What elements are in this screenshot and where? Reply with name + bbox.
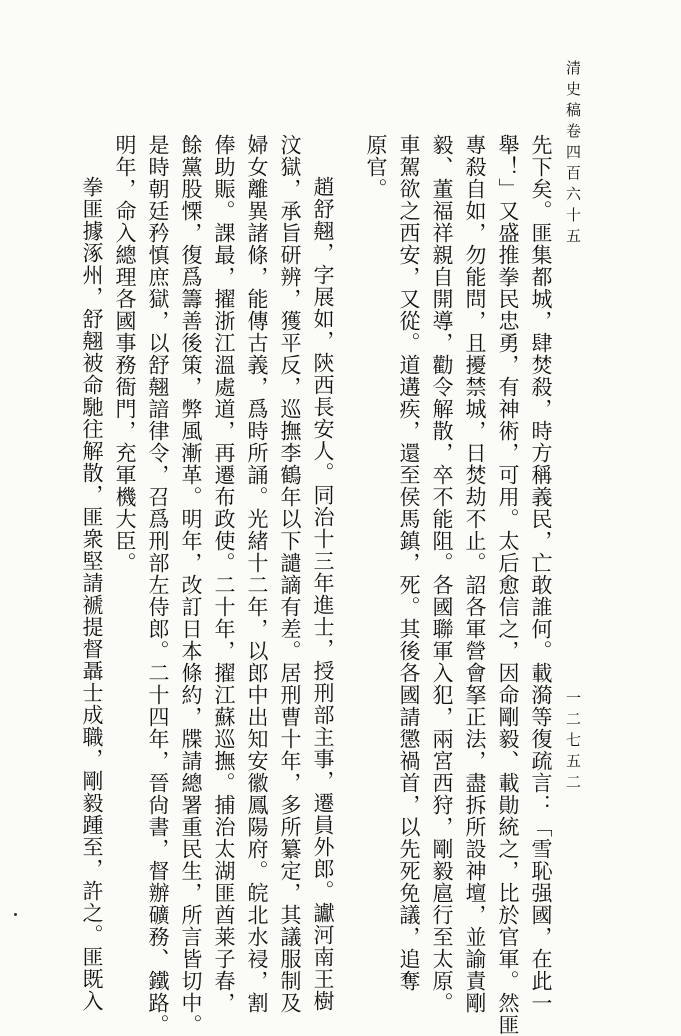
text-column: 舉！」又盛推拳民忠勇，有神術，可用。太后愈信之，因命剛毅、載勛統之，比於官軍。然匪 bbox=[496, 134, 520, 1036]
text-column: 餘黨股慄，復爲籌善後策，弊風漸革。明年，改訂日本條約，牒請總署重民生，所言皆切中。 bbox=[179, 134, 203, 1036]
text-column: 先下矣。匪集都城，肆焚殺，時方稱義民，亡敢誰何。載漪等復疏言：「雪恥强國，在此一 bbox=[529, 134, 553, 1014]
text-column: 毅、董福祥親自開導，勸令解散，卒不能阻。各國聯軍入犯，兩宮西狩，剛毅扈行至太原。 bbox=[430, 134, 454, 1014]
page-header-title: 清史稿卷四百六十五 bbox=[564, 60, 582, 249]
biography-start: 趙舒翹，字展如，陝西長安人。同治十三年進士，授刑部主事，遷員外郎。讞河南王樹 bbox=[311, 176, 335, 1012]
text-column: 俸助賑。課最，擢浙江溫處道，再遷布政使。二十年，擢江蘇巡撫。捕治太湖匪酋莱子春， bbox=[212, 134, 236, 1014]
page-number: 一二七五二 bbox=[564, 690, 582, 795]
text-column: 婦女離異諸條，能傳古義，爲時所誦。光緒十二年，以郎中出知安徽鳳陽府。皖北水祲，割 bbox=[245, 134, 269, 1014]
body-text bbox=[75, 134, 557, 1036]
text-column: 專殺自如，勿能問，且擾禁城，日焚劫不止。詔各軍營會拏正法，盡拆所設神壇，並諭責剛 bbox=[463, 134, 487, 1014]
paragraph-start: 拳匪據涿州，舒翹被命馳往解散，匪衆堅請褫提督聶士成職，剛毅踵至，許之。匪既入 bbox=[80, 176, 104, 1012]
text-column: 汶獄，承旨研辨，獲平反，巡撫李鶴年以下譴謫有差。居刑曹十年，多所纂定，其議服制及 bbox=[278, 134, 302, 1014]
text-column: 明年，命入總理各國事務衙門，充軍機大臣。 bbox=[113, 134, 137, 574]
text-column: 是時朝廷矜慎庶獄，以舒翹諳律令，召爲刑部左侍郎。二十四年，晉尙書，督辦礦務、鐵路。 bbox=[146, 134, 170, 1036]
ink-speck bbox=[14, 913, 17, 916]
paragraph-gap bbox=[339, 134, 359, 934]
text-column: 車駕欲之西安，又從。道遘疾，還至侯馬鎮，死。其後各國請懲禍首，以先死免議，追奪 bbox=[397, 134, 421, 992]
text-column: 原官。 bbox=[364, 134, 388, 200]
